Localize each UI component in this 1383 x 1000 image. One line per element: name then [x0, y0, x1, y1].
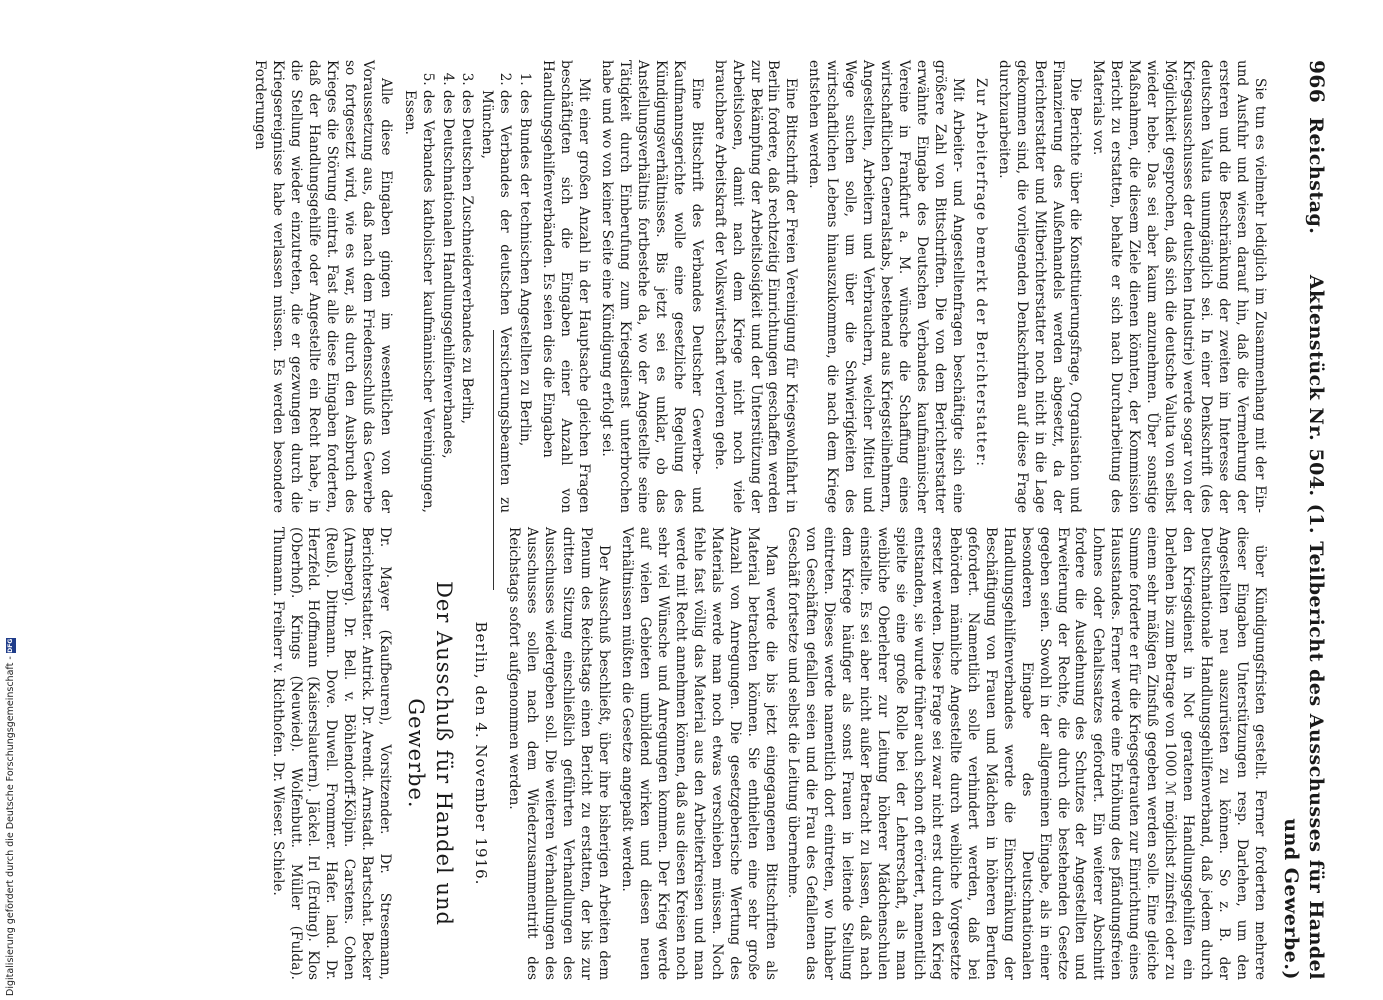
- paragraph: Der Ausschuß beschließt, über ihre bisherigen Arbeiten dem Plenum des Reichstags einen Bericht zu erstatten, der bis zur dritten Sitzung einschließlich geführten Verhandlungen des Ausschusses wiedergeben soll. Die weiteren Verhandlungen des Ausschusses sollen nach dem Wiederzusammentritt des Reichstags sofort aufgenommen werden.: [506, 527, 613, 980]
- credit-text: Digitalisierung gefördert durch die Deutsche Forschungsgemeinschaft -: [5, 656, 16, 996]
- committee-members: Dr. Mayer (Kaufbeuren), Vorsitzender. Dr. Stresemann, Berichterstatter. Antrick. Dr. Arendt. Arnstadt. Bartschat. Becker (Arnsberg). Dr. Bell. v. Böhlendorff-Kölpin. Carstens. Cohen (Reuß). Dittmann. Dove. Duwell. Frommer. Hafer. land. Dr. Herzfeld. Hoffmann (Kaiserslautern). Jäckel. Irl (Erding). Klos (Oberhof). Krings (Neuwied). Wolfenbutt. Müller (Fulda). Thumann. Freiherr v. Richthofen. Dr. Wieser. Schiele.: [269, 527, 394, 980]
- list-item: 5. des Verbandes katholischer kaufmännischer Vereinigungen, Essen.: [400, 90, 436, 513]
- page-header: [1274, 60, 1330, 980]
- digitization-credit: [5, 638, 16, 996]
- paragraph: Sie tun es vielmehr lediglich im Zusammenhang mit der Ein- und Ausfuhr und wiesen darauf hin, daß die Vermehrung der ersteren und die Beschränkung der zweiten im Interesse der deutschen Valuta unumgänglich sei. In einer Denkschrift (des Kriegsausschusses der deutschen Industrie) werde sogar von der Möglichkeit gesprochen, daß sich die deutsche Valuta von selbst wieder hebe. Das sei aber kaum anzunehmen. Über sonstige Maßnahmen, die diesem Ziele dienen könnten, der Kommission Bericht zu erstatten, behalte er sich nach Durcharbeitung des Materials vor.: [1090, 60, 1268, 513]
- list-item: 1. des Bundes der technischen Angestellten zu Berlin,: [515, 90, 533, 513]
- column-divider: [493, 330, 494, 590]
- header-title: Reichstag.: [1305, 117, 1327, 235]
- list-item: 4. des Deutschnationalen Handlungsgehilfenverbandes,: [438, 90, 456, 513]
- page-number: 966: [1305, 60, 1329, 104]
- paragraph: Man werde die bis jetzt eingegangenen Bittschriften als Material betrachten können. Sie enthielten eine sehr große Anzahl von Anregungen. Die gesetzgeberische Wertung des Materials werde man noch etwas verschieben müssen. Noch fehle fast völlig das Material aus den Arbeiterkreisen und man werde mit Recht annehmen können, daß aus diesen Kreisen noch sehr viel Wünsche und Anregungen kommen. Der Krieg werde auf vielen Gebieten umbildend wirken und diesen neuen Verhältnissen müßten die Gesetze angepaßt werden.: [619, 527, 779, 980]
- header-subtitle: Aktenstück Nr. 504. (1. Teilbericht des Ausschusses für Handel und Gewerbe.): [1279, 274, 1327, 980]
- paragraph: Die Berichte über die Konstituierungsfrage, Organisation und Finanzierung des Außenhandels werden abgesetzt, da der Berichterstatter und Mitberichterstatter noch nicht in die Lage gekommen sind, die vorliegenden Denkschriften auf diese Frage durchzuarbeiten.: [995, 60, 1084, 513]
- paragraph: Alle diese Eingaben gingen im wesentlichen von der Voraussetzung aus, daß nach dem Friedensschluß das Gewerbe so fortgesetzt wird, wie es war, als durch den Ausbruch des Krieges die Störung eintrat. Fast alle diese Eingaben forderten, daß der Handlungsgehilfe oder Angestellte ein Recht habe, in die Stellung wieder einzutreten, die er gezwungen durch die Kriegsereignisse habe verlassen müssen. Es werden besondere Forderungen: [252, 60, 394, 513]
- paragraph: über Kündigungsfristen gestellt. Ferner forderten mehrere dieser Eingaben Unterstützungen resp. Darlehen, um den Angestellten neu auszurüsten zu können. So z. B. der Deutschnationale Handlungsgehilfenverband, daß jedem durch den Kriegsdienst in Not geratenen Handlungsgehilfen ein Darlehen bis zum Betrage von 1000 ℳ möglichst zinsfrei oder zu einem sehr mäßigen Zinsfuß gegeben werden solle. Eine gleiche Summe forderte er für die Kriegsgetrauten zur Einrichtung eines Hausstandes. Ferner werde eine Erhöhung des pfändungsfreien Lohnes oder Gehaltssatzes gefordert. Ein weiterer Abschnitt fordere die Ausdehnung des Schutzes der Angestellten und Erweiterung der Rechte, die durch die bestehenden Gesetze gegeben seien. Sowohl in der allgemeinen Eingabe, als in einer besonderen Eingabe des Deutschnationalen Handlungsgehilfenverbandes werde die Einschränkung der Beschäftigung von Frauen und Mädchen in höheren Berufen gefordert. Namentlich solle verhindert werden, daß bei Behörden männliche Angestellte durch weibliche Vorgesetzte ersetzt werden. Diese Frage sei zwar nicht erst durch den Krieg entstanden, sie wurde früher auch schon oft erörtert, namentlich spielte sie eine große Rolle bei der Lehrerschaft, als man weibliche Oberlehrer zur Leitung höherer Mädchenschulen einstellte. Es sei aber nicht außer Betracht zu lassen, daß nach dem Kriege häufiger als sonst Frauen in leitende Stellung eintreten. Dieses werde namentlich dort eintreten, wo Inhaber von Geschäften gefallen seien und die Frau des Gefallenen das Geschäft fortsetze und selbst die Leitung übernehme.: [785, 527, 1268, 980]
- paragraph: Eine Bittschrift des Verbandes Deutscher Gewerbe- und Kaufmannsgerichte wolle eine gesetzliche Regelung des Kündigungsverhältnisses. Bis jetzt sei es unklar, ob das Anstellungsverhältnis fortbestehe da, wo der Angestellte seine Tätigkeit durch Einberufung zum Kriegsdienst unterbrochen habe und wo von keiner Seite eine Kündigung erfolgt sei.: [599, 60, 705, 513]
- text-columns: [245, 60, 1268, 980]
- paragraph: Mit Arbeiter- und Angestelltenfragen beschäftigte sich eine größere Zahl von Bittschriften. Die von dem Berichterstatter erwähnte Eingabe des Deutschen Verbandes kaufmännischer Vereine in Frankfurt a. M. wünsche die Schaffung eines wirtschaftlichen Generalstabs, bestehend aus Kriegsteilnehmern, Angestellten, Arbeitern und Verbrauchern, welcher Mittel und Wege suchen solle, um über die Schwierigkeiten des wirtschaftlichen Lebens hinauszukommen, die nach dem Kriege entstehen werden.: [806, 60, 966, 513]
- paragraph: Zur Arbeiterfrage bemerkt der Berichterstatter:: [972, 78, 989, 468]
- committee-heading: Der Ausschuß für Handel und Gewerbe.: [403, 581, 456, 926]
- petition-list: [400, 60, 534, 513]
- rotated-text-frame: [210, 60, 1330, 980]
- dfg-logo-icon: DFG: [6, 638, 14, 653]
- right-column: [245, 527, 1268, 980]
- report-date: Berlin, den 4. November 1916.: [472, 621, 491, 886]
- left-column: [245, 60, 1268, 513]
- list-item: 2. des Verbandes der deutschen Versicherungsbeamten zu München,: [477, 90, 513, 513]
- paragraph: Eine Bittschrift der Freien Vereinigung für Kriegswohlfahrt in Berlin fordere, daß rechtzeitig Einrichtungen geschaffen werden zur Bekämpfung der Arbeitslosigkeit und der Unterstützung der Arbeitslosen, damit nach dem Kriege nicht noch viele brauchbare Arbeitskraft der Volkswirtschaft verloren gehe.: [711, 60, 800, 513]
- list-item: 3. des Deutschen Zuschneiderverbandes zu Berlin,: [458, 90, 476, 513]
- paragraph: Mit einer großen Anzahl in der Hauptsache gleichen Fragen beschäftigten sich die Eingaben einer Anzahl von Handlungsgehilfenverbänden. Es seien dies die Eingaben: [540, 60, 593, 513]
